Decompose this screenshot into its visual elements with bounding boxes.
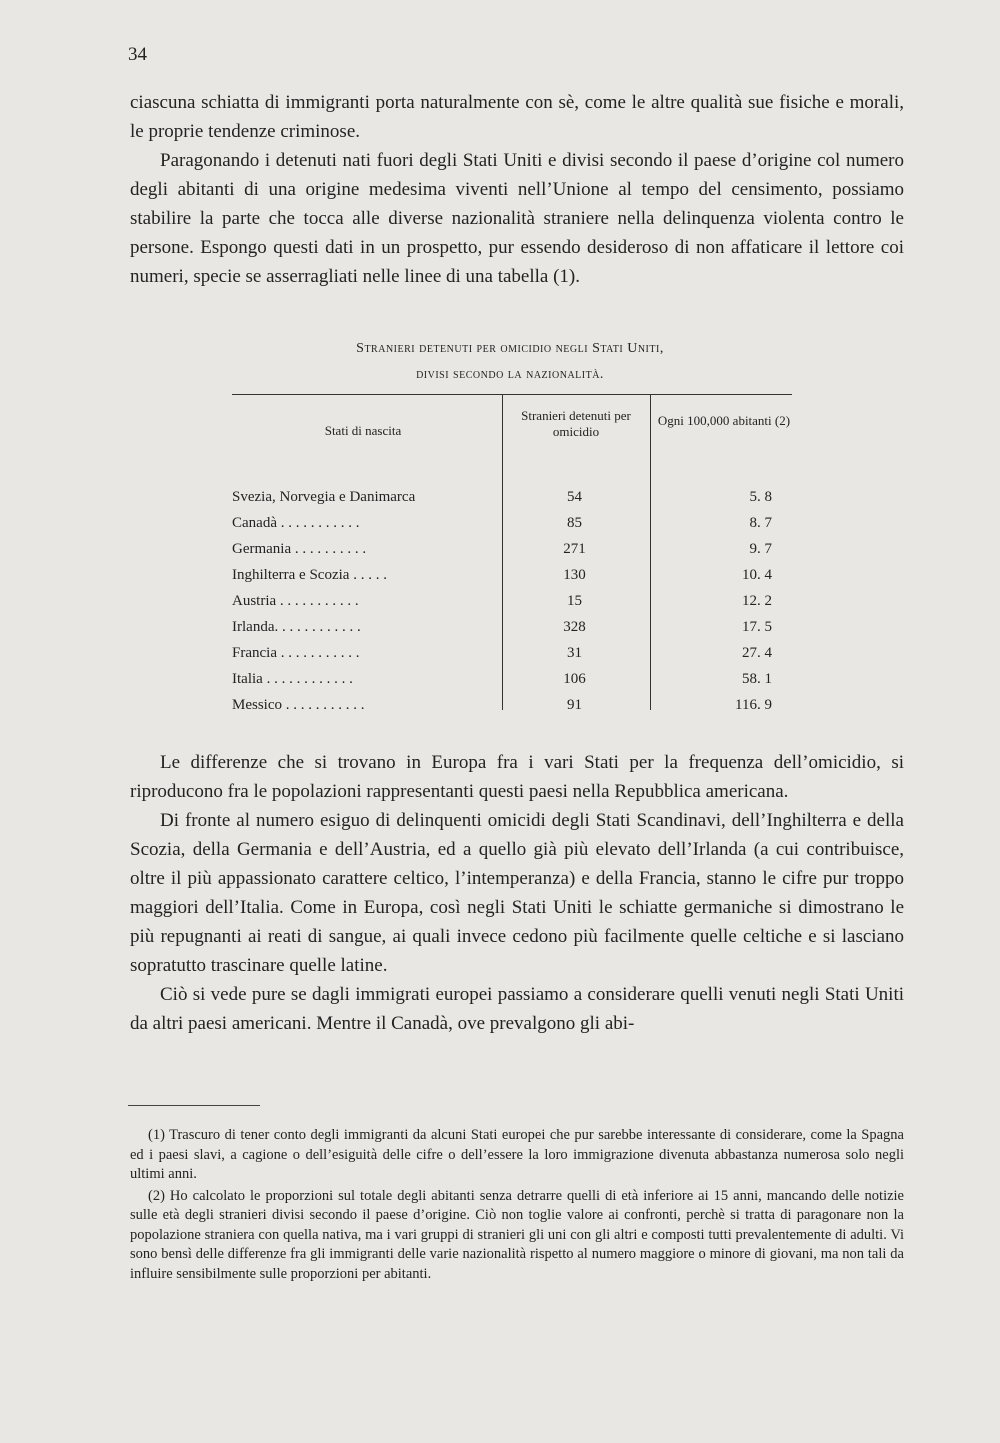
rate-cell: 8. 7: [749, 515, 772, 531]
detenuti-cell: 85: [567, 515, 582, 531]
footnote-rule: [128, 1105, 260, 1106]
country-cell: Irlanda. . . . . . . . . . . .: [232, 619, 361, 635]
rate-cell: 116. 9: [735, 697, 772, 713]
table-title-line: divisi secondo la nazionalità.: [416, 367, 604, 382]
paragraph: Di fronte al numero esiguo di delinquenti omicidi degli Stati Scandinavi, dell’Inghilterra e della Scozia, della Germania e dell’Austria, ed a quello già più elevato dell’Irlanda (a cui contribuisce, oltre il più appassionato carattere celtico, l’intemperanza) e della Francia, stanno le cifre pur troppo maggiori dell’Italia. Come in Europa, così negli Stati Uniti le schiatte germaniche si dimostrano le più repugnanti ai reati di sangue, ai quali invece cedono più facilmente quelle celtiche e si lasciano sopratutto trascinare quelle latine.: [130, 810, 904, 976]
detenuti-cell: 328: [563, 619, 586, 635]
detenuti-cell: 15: [567, 593, 582, 609]
footnote: (1) Trascuro di tener conto degli immigranti da alcuni Stati europei che pur sarebbe interessante di considerare, come la Spagna ed i paesi slavi, a cagione o dell’esiguità delle cifre o dell’essere la loro immigrazione divenuta abbastanza numerosa solo negli ultimi anni.: [130, 1127, 904, 1182]
table-row: [232, 510, 792, 536]
detenuti-cell: 271: [563, 541, 586, 557]
table-title-line: Stranieri detenuti per omicidio negli Stati Uniti,: [356, 341, 664, 356]
footnotes: [130, 1126, 904, 1286]
table-row: [232, 536, 792, 562]
rate-cell: 12. 2: [742, 593, 772, 609]
page-number: 34: [128, 44, 147, 65]
table-top-rule: [232, 394, 792, 395]
rate-cell: 5. 8: [749, 489, 772, 505]
intro-text: [130, 88, 904, 291]
paragraph: Ciò si vede pure se dagli immigrati europei passiamo a considerare quelli venuti negli Stati Uniti da altri paesi americani. Mentre il Canadà, ove prevalgono gli abi-: [130, 984, 904, 1034]
table-row: [232, 666, 792, 692]
header-stati-di-nascita: Stati di nascita: [324, 423, 402, 438]
country-cell: Svezia, Norvegia e Danimarca: [232, 489, 416, 505]
header-ogni-100000: Ogni 100,000 abitanti (2): [657, 413, 791, 428]
detenuti-cell: 54: [567, 489, 582, 505]
rate-cell: 10. 4: [742, 567, 772, 583]
country-cell: Francia . . . . . . . . . . .: [232, 645, 360, 661]
detenuti-cell: 91: [567, 697, 582, 713]
table-row: [232, 562, 792, 588]
country-cell: Canadà . . . . . . . . . . .: [232, 515, 360, 531]
paragraph: Paragonando i detenuti nati fuori degli Stati Uniti e divisi secondo il paese d’origine col numero degli abitanti di una origine medesima viventi nell’Unione al tempo del censimento, possiamo stabilire la parte che tocca alle diverse nazionalità straniere nella delinquenza violenta contro le persone. Espongo questi dati in un prospetto, pur essendo desideroso di non affaticare il lettore coi numeri, specie se asserragliati nelle linee di una tabella (1).: [130, 150, 904, 287]
table-row: [232, 614, 792, 640]
footnote: (2) Ho calcolato le proporzioni sul totale degli abitanti senza detrarre quelli di età inferiore ai 15 anni, mancando delle notizie sulle età degli stranieri divisi secondo il paese d’origine. Ciò non toglie valore ai confronti, perchè si tratta di paragonare non la popolazione straniera con quella nativa, ma i vari gruppi di stranieri gli uni con gli altri e composti tutti prevalentemente di adulti. Vi sono bensì delle differenze fra gli immigranti delle varie nazionalità rispetto al numero maggiore o minore di giovani, ma non tali da influire sensibilmente sulle proporzioni per abitanti.: [130, 1187, 904, 1282]
country-cell: Austria . . . . . . . . . . .: [232, 593, 359, 609]
rate-cell: 58. 1: [742, 671, 772, 687]
rate-cell: 17. 5: [742, 619, 772, 635]
country-cell: Messico . . . . . . . . . . .: [232, 697, 365, 713]
paragraph: Le differenze che si trovano in Europa fra i vari Stati per la frequenza dell’omicidio, si riproducono fra le popolazioni rappresentanti questi paesi nella Repubblica americana.: [130, 752, 904, 802]
country-cell: Inghilterra e Scozia . . . . .: [232, 567, 387, 583]
table-row: [232, 640, 792, 666]
detenuti-cell: 130: [563, 567, 586, 583]
table-row: [232, 588, 792, 614]
detenuti-cell: 31: [567, 645, 582, 661]
paragraph: ciascuna schiatta di immigranti porta naturalmente con sè, come le altre qualità sue fisiche e morali, le proprie tendenze criminose.: [130, 92, 904, 142]
country-cell: Italia . . . . . . . . . . . .: [232, 671, 353, 687]
header-stranieri-detenuti: Stranieri detenuti per omicidio: [521, 408, 631, 439]
main-text: [130, 748, 904, 1038]
table-row: [232, 692, 792, 718]
table-row: [232, 484, 792, 510]
table-title: [230, 336, 790, 388]
rate-cell: 27. 4: [742, 645, 772, 661]
detenuti-cell: 106: [563, 671, 586, 687]
country-cell: Germania . . . . . . . . . .: [232, 541, 367, 557]
rate-cell: 9. 7: [749, 541, 772, 557]
